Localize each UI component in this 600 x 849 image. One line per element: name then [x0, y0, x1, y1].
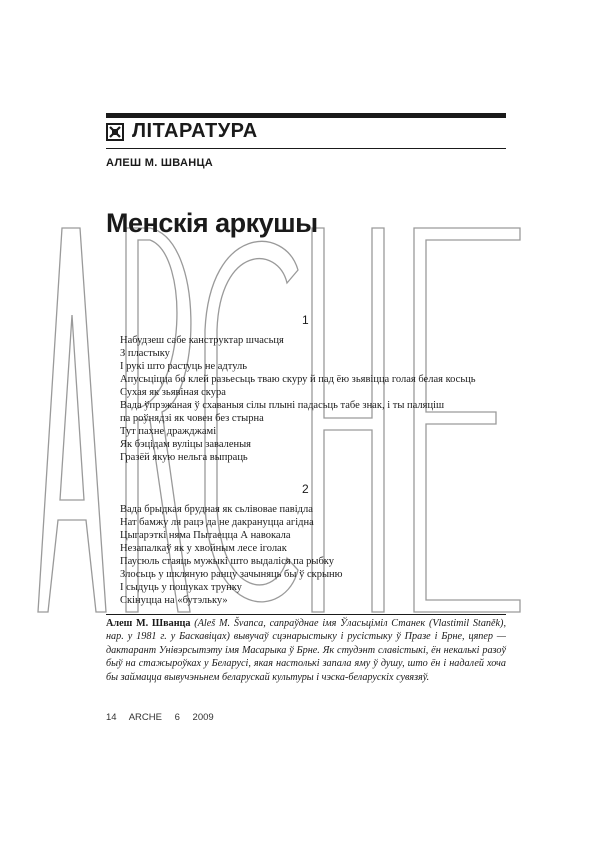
- square-ornament-icon: [106, 123, 124, 141]
- issue-year: 2009: [192, 712, 214, 723]
- bio-text: (Aleš M. Švanca, сапраўднае імя Ўласьціміл Станек (Vlastimil Staněk), нар. у 1981 г. у Баскавіцах) вывучаў сцэнарыстыку і русістыку ў Празе і Брне, цяпер — дактарант Унівэрсытэту імя Масарыка ў Брне. Як студэнт славістыкі, ён некалькі разоў быў на стажыроўках у Беларусі, якая настолькі запала яму ў душу, што ён і надалей хоча бы займацца вывучэньнем беларускай культуры і чэска-беларускіх сувязяў.: [106, 618, 506, 683]
- poem-line: І сыдуць у пошуках трунку: [120, 582, 242, 593]
- poem-line: Нат бамжу ля рацэ да не дакрануцца агідна: [120, 517, 314, 528]
- poem-line: З пластыку: [120, 348, 170, 359]
- poem-line: Скінуцца на «бутэльку»: [120, 595, 228, 606]
- poem-2: [120, 503, 342, 607]
- poem-line: Гразёй якую нельга выпраць: [120, 452, 248, 463]
- poem-line: Паусюль стаяць мужыкі што выдаліся па рыбку: [120, 556, 335, 567]
- poem-1: [120, 334, 476, 464]
- author-bio: [106, 617, 506, 684]
- poem-line: Незапалкаў як у хвойным лесе іголак: [120, 543, 287, 554]
- article-title: Менскія аркушы: [106, 208, 318, 238]
- poem-line: Злосьць у шкляную ранцу зачыняць бы ў скрыню: [120, 569, 343, 580]
- poem-number: 2: [302, 482, 309, 496]
- top-rule: [106, 113, 506, 118]
- poem-line: І рукі што растуць не адтуль: [120, 361, 248, 372]
- page-footer: [106, 712, 224, 723]
- journal-name: ARCHE: [128, 712, 162, 723]
- header-divider: [106, 148, 506, 149]
- poem-line: Вада брыдкая брудная як сьлівовае павідла: [120, 504, 313, 515]
- poem-line: Цыгарэткі няма Пытаецца А навокала: [120, 530, 291, 541]
- bio-divider: [106, 614, 506, 615]
- section-header: [106, 120, 258, 143]
- poem-line: Тут пахне дражджамі: [120, 426, 217, 437]
- section-title: ЛІТАРАТУРА: [132, 120, 258, 142]
- poem-line: Апусьціцца бо клей разьесьць тваю скуру й пад ёю зьявіцца голая белая косьць: [120, 374, 476, 385]
- author-heading: АЛЕШ М. ШВАНЦА: [106, 157, 214, 169]
- page-number: 14: [106, 712, 117, 723]
- bio-name: Алеш М. Шванца: [106, 618, 191, 629]
- poem-line: Набудзеш сабе канструктар шчасьця: [120, 335, 284, 346]
- poem-line: Як бэцідам вуліцы заваленыя: [120, 439, 252, 450]
- poem-line: Вада ўпрэжаная ў схаваныя сілы плыні падасьць табе знак, і ты паляціш: [120, 400, 445, 411]
- poem-number: 1: [302, 313, 309, 327]
- poem-line: Сухая як зьявіная скура: [120, 387, 226, 398]
- poem-line: па роўнядзі як човен без стырна: [120, 413, 264, 424]
- issue-number: 6: [174, 712, 180, 723]
